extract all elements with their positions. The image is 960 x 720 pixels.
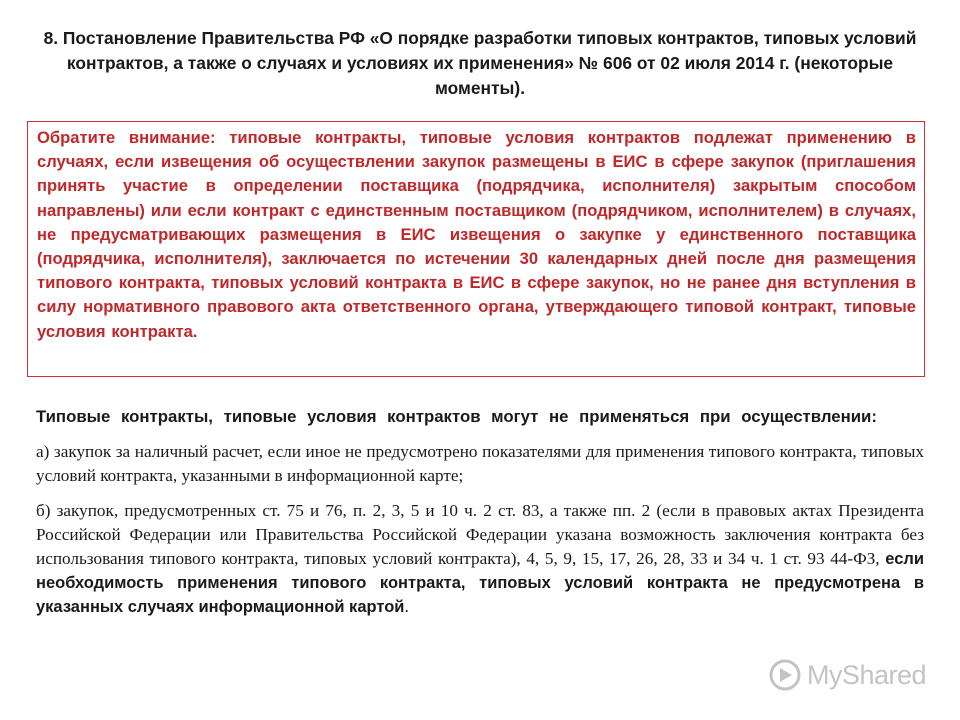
exceptions-section (36, 405, 924, 630)
exception-item-b-text: б) закупок, предусмотренных ст. 75 и 76, п. 2, 3, 5 и 10 ч. 2 ст. 83, а также пп. 2 (если в правовых актах Президента Российской Федерации или Правительства Российской Федерации указана возможность заключения контракта без использования типового контракта, типовых условий контракта), 4, 5, 9, 15, 17, 26, 28, 33 и 34 ч. 1 ст. 93 44-ФЗ, (36, 501, 924, 568)
myshared-logo-icon (769, 659, 801, 691)
notice-box (27, 121, 925, 377)
exception-item-b-bold: если необходимость применения типового контракта, типовых условий контракта не предусмотрена в указанных случаях информационной картой (36, 550, 924, 616)
exception-item-b-end: . (404, 597, 409, 616)
exception-item-b (36, 499, 924, 619)
notice-text: Обратите внимание: типовые контракты, типовые условия контрактов подлежат применению в случаях, если извещения об осуществлении закупок размещены в ЕИС в сфере закупок (приглашения принять участие в определении поставщика (подрядчика, исполнителя) закрытым способом направлены) или если контракт с единственным поставщиком (подрядчиком, исполнителем) в случаях, не предусматривающих размещения в ЕИС извещения о закупке у единственного поставщика (подрядчика, исполнителя), заключается по истечении 30 календарных дней после дня размещения типового контракта, типовых условий контракта в ЕИС в сфере закупок, но не ранее дня вступления в силу нормативного правового акта ответственного органа, утверждающего типовой контракт, типовые условия контракта. (37, 128, 916, 341)
watermark (769, 656, 926, 694)
exceptions-lead: Типовые контракты, типовые условия контрактов могут не применяться при осуществлении: (36, 407, 877, 426)
watermark-text: MyShared (806, 659, 926, 690)
exception-item-a: а) закупок за наличный расчет, если иное не предусмотрено показателями для применения типового контракта, типовых условий контракта, указанными в информационной карте; (36, 442, 924, 485)
slide-title: 8. Постановление Правительства РФ «О порядке разработки типовых контрактов, типовых условий контрактов, а также о случаях и условиях их применения» № 606 от 02 июля 2014 г. (некоторые моменты). (43, 28, 917, 98)
